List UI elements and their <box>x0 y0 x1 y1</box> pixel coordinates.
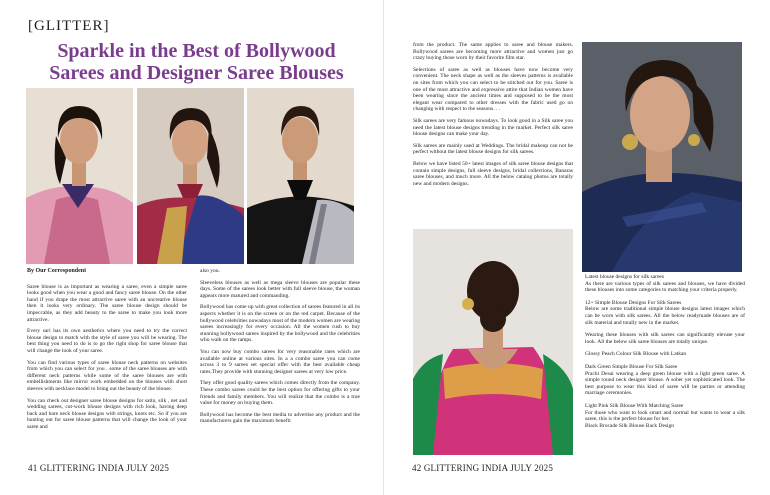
page-footer-left: 41 GLITTERING INDIA JULY 2025 <box>28 463 170 473</box>
photo-blue-saree-model <box>137 88 244 264</box>
paragraph: 12+ Simple Blouse Designs For Silk Sarees Below are some traditional simple blouse designs latest images which can be worn with silk sarees. All the below readymade blouses are of silk material and totally new in the market. <box>585 299 745 326</box>
paragraph: They offer good quality sarees which comes directly from the company. These combo sarees could be the best option for offering gifts to your friends and family members. You will realize that the combo is a true value for money on buying them. <box>200 380 360 407</box>
paragraph: Below we have listed 50+ latest images of silk saree blouse designs that contain simple designs, full sleeve designs, bridal collections, Banaras saree blouses, and much more. All the below catalog photos are totally new and modern designs. <box>413 160 573 187</box>
paragraph: You can check out designer saree blouse designs for satin, silk , net and wedding sarees, cut-work blouse designs with rich look, having deep back and bare neck blouse designs with strings, knots etc. So if you are hunting out for saree blouse patterns that will change the look of your saree and <box>27 397 187 430</box>
paragraph: Silk sarees are very famous nowadays. To look good in a Silk saree you need the latest blouse designs trending in the market. Perfect silk saree blouse designs can make your day. <box>413 117 573 138</box>
page-footer-right: 42 GLITTERING INDIA JULY 2025 <box>412 463 554 473</box>
headline-line-1: Sparkle in the Best of Bollywood <box>57 40 336 62</box>
paragraph: You can now buy combo sarees for very reasonable rates which are available online at various sites. In a a combo saree you can come across 3 to 9 sarees set special offer with the best available cheap rates.They provide with stunning designer sarees at very low price. <box>200 348 360 375</box>
paragraph: Sleeveless blouses as well as mega sleeve blouses are popular these days. Some of the sarees look better with full sleeve blouse, the woman appears more matured and commanding. <box>200 279 360 299</box>
section-label: [GLITTER] <box>28 18 110 34</box>
article-column-3 <box>413 42 573 192</box>
paragraph: Every sari has its own aesthetics where you need to try the correct blouse design to match with the style of saree you will be wearing. The best thing you need to do is to go the right shop for saree blouse that will change the look of your saree. <box>27 328 187 354</box>
paragraph: You can find various types of saree blouse neck patterns on websites from which you can select for you . some of the saree blouses are with different neck patterns while some of the saree blouses are with embellishments like mirror work embedded on the blouses with short sleeves with necklace model to bring out the beauty of the blouse. <box>27 359 187 392</box>
byline: By Our Correspondent <box>27 268 87 274</box>
paragraph: Silk sarees are mainly used at Weddings. The bridal makeup can not be perfect without the latest blouse designs for silk sarees. <box>413 142 573 156</box>
paragraph: Selections of saree as well as blouses have now become very convenient. The neck shape as well as the sleeves patterns is available on sites from which you can select to be stitched out for you. Saree is one of the most attractive and expressive attire that Indian women have been wearing since the ancient times and supposed to be the most elegant wear compared to other dresses with the fabric used go on changing with respect to the seasons. . . <box>413 66 573 113</box>
paragraph: Saree blouse is as important as wearing a saree, even a simple saree looks good when you wear a good and fancy saree blouse. On the other hand if you drape the most attractive saree with an uncreative blouse then it looks very ordinary. The saree blouse design should be impeccable, as they add beauty to the saree to make you look more attractive. <box>27 283 187 323</box>
paragraph: from the product. The same applies to saree and blouse makers. Bollywood sarees are becoming more attractive and women just go crazy buying those worn by their favorite film star. <box>413 42 573 62</box>
paragraph: Bollywood has become the best media to advertise any product and the manufacturers gain the maximum benefit <box>200 411 360 425</box>
photo-black-saree-model <box>247 88 354 264</box>
article-column-2 <box>200 268 360 430</box>
photo-pink-green-blouse-back <box>413 229 573 455</box>
paragraph: also you. <box>200 268 220 274</box>
photo-pink-saree-model <box>26 88 133 264</box>
page-gutter <box>383 0 384 495</box>
paragraph: Latest blouse designs for silk sarees As there are various types of silk sarees and blouses, we have divided these blouses into some categories to matching your criteria properly. <box>585 274 745 294</box>
article-headline <box>24 40 369 84</box>
paragraph: Bollywood has come up with great collection of sarees featured in all its aspects whether it is on the screen or on the red carpet. Because of the bollywood celebrities nowadays most of the modern women are wearing sarees increasingly for every occasion. All the women rush to buy stunning bollywood sarees inspired by the bollywood and the celebrities who walk on the ramps. <box>200 304 360 344</box>
paragraph: Glossy Peach Colour Silk Blouse with Latkan <box>585 351 687 358</box>
article-column-1 <box>27 268 187 435</box>
paragraph: Wearing these blouses with silk sarees can significantly elevate your look. All the below silk saree blouses are totally unique. <box>585 332 745 345</box>
paragraph: Dark Green Simple Blouse For Silk Saree Prachi Desai wearing a deep green blouse with a light green saree. A simple round neck designer blouse. A sober yet sophisticated look. The best purpose to wear this kind of saree will be parties or attending marriage ceremonies. <box>585 363 745 397</box>
photo-navy-blouse-model <box>582 42 742 272</box>
headline-line-2: Sarees and Designer Saree Blouses <box>49 62 344 84</box>
paragraph: Light Pink Silk Blouse With Matching Saree For those who want to look smart and normal but wants to wear a silk saree, this is the perfect blouse for her. Black Brocade Silk Blouse Back Design <box>585 402 745 429</box>
article-column-4 <box>585 274 745 435</box>
